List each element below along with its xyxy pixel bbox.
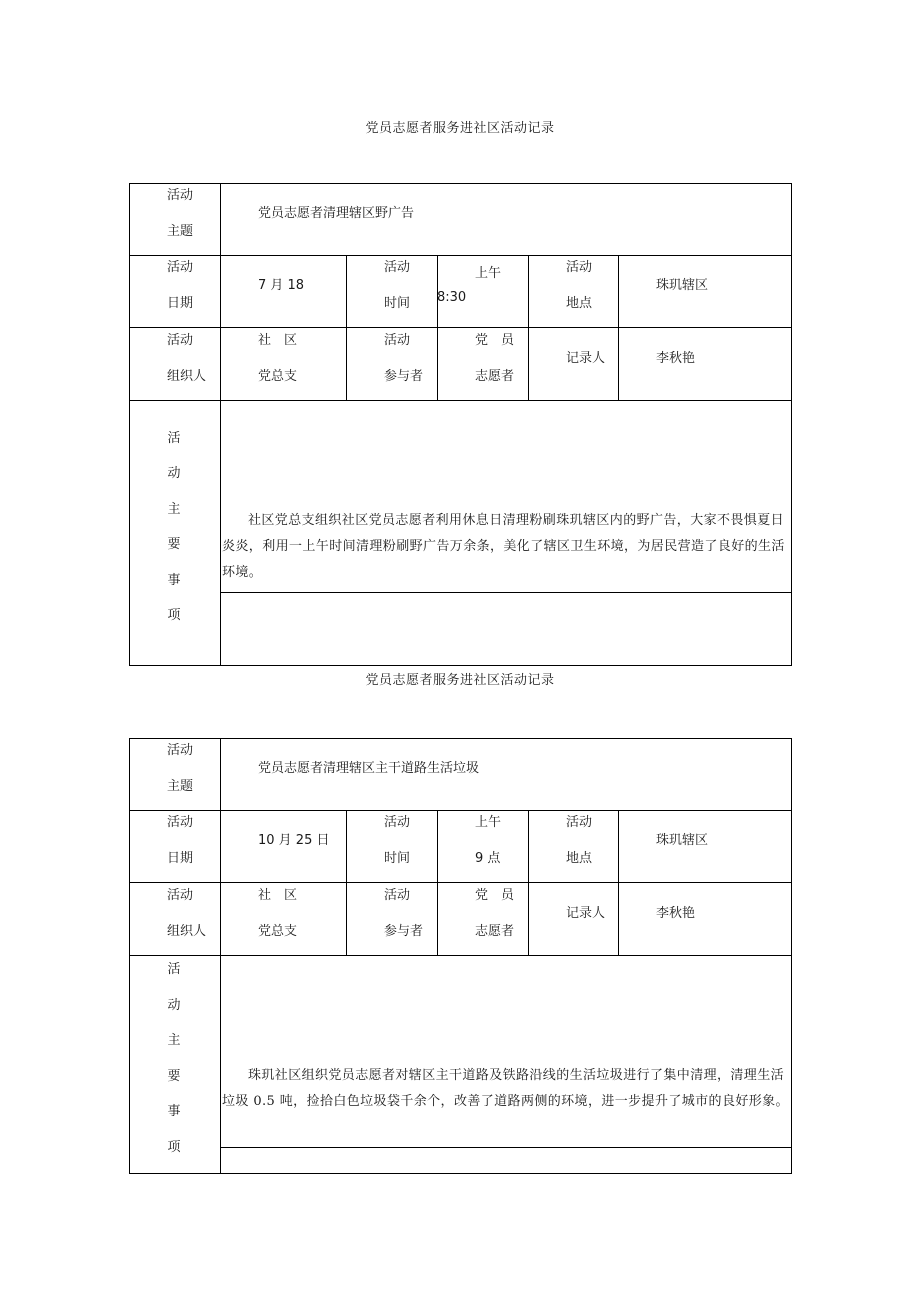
- date-label-line2: 日期: [167, 851, 194, 866]
- place-label-line1: 活动: [566, 260, 593, 275]
- theme-label-line1: 活动: [167, 743, 194, 758]
- date-value: 10 月 25 日: [258, 833, 330, 848]
- participants-value-line2: 志愿者: [475, 369, 515, 384]
- record-title: 党员志愿者服务进社区活动记录: [365, 673, 555, 688]
- participants-label-line1: 活动: [384, 333, 411, 348]
- place-label-line1: 活动: [566, 815, 593, 830]
- participants-value-line1: 党 员: [475, 888, 515, 903]
- place-label-line2: 地点: [566, 851, 593, 866]
- time-label-line1: 活动: [384, 260, 411, 275]
- participants-value-line1: 党 员: [475, 333, 515, 348]
- participants-label-line1: 活动: [384, 888, 411, 903]
- time-label-line2: 时间: [384, 851, 411, 866]
- record-title: 党员志愿者服务进社区活动记录: [365, 121, 555, 136]
- matters-text: 珠玑社区组织党员志愿者对辖区主干道路及铁路沿线的生活垃圾进行了集中清理，清理生活垃圾 0.5 吨，捡拾白色垃圾袋千余个，改善了道路两侧的环境，进一步提升了城市的良好形象。: [222, 1068, 789, 1109]
- recorder-value: 李秋艳: [656, 906, 696, 921]
- theme-label-line1: 活动: [167, 188, 194, 203]
- organizer-value-line2: 党总支: [258, 369, 298, 384]
- theme-value: 党员志愿者清理辖区野广告: [258, 206, 415, 221]
- time-value-line1: 上午: [475, 266, 502, 281]
- organizer-label-line1: 活动: [167, 333, 194, 348]
- place-value: 珠玑辖区: [656, 833, 709, 848]
- recorder-label: 记录人: [566, 906, 606, 921]
- date-label-line1: 活动: [167, 260, 194, 275]
- organizer-value-line1: 社 区: [258, 333, 298, 348]
- theme-label-line2: 主题: [167, 779, 194, 794]
- organizer-label-line1: 活动: [167, 888, 194, 903]
- time-value-line1: 上午: [475, 815, 502, 830]
- place-label-line2: 地点: [566, 296, 593, 311]
- time-value-line2: 9 点: [475, 851, 501, 866]
- theme-label-line2: 主题: [167, 224, 194, 239]
- recorder-value: 李秋艳: [656, 351, 696, 366]
- organizer-value-line1: 社 区: [258, 888, 298, 903]
- place-value: 珠玑辖区: [656, 278, 709, 293]
- theme-value: 党员志愿者清理辖区主干道路生活垃圾: [258, 761, 480, 776]
- organizer-label-line2: 组织人: [167, 369, 207, 384]
- time-label-line2: 时间: [384, 296, 411, 311]
- participants-label-line2: 参与者: [384, 369, 424, 384]
- date-label-line1: 活动: [167, 815, 194, 830]
- time-label-line1: 活动: [384, 815, 411, 830]
- participants-label-line2: 参与者: [384, 924, 424, 939]
- participants-value-line2: 志愿者: [475, 924, 515, 939]
- matters-text: 社区党总支组织社区党员志愿者利用休息日清理粉刷珠玑辖区内的野广告，大家不畏惧夏日炎炎，利用一上午时间清理粉刷野广告万余条，美化了辖区卫生环境，为居民营造了良好的生活环境。: [222, 513, 785, 580]
- organizer-label-line2: 组织人: [167, 924, 207, 939]
- date-value: 7 月 18: [258, 278, 305, 293]
- date-label-line2: 日期: [167, 296, 194, 311]
- recorder-label: 记录人: [566, 351, 606, 366]
- time-value-line2: 8:30: [437, 290, 467, 305]
- organizer-value-line2: 党总支: [258, 924, 298, 939]
